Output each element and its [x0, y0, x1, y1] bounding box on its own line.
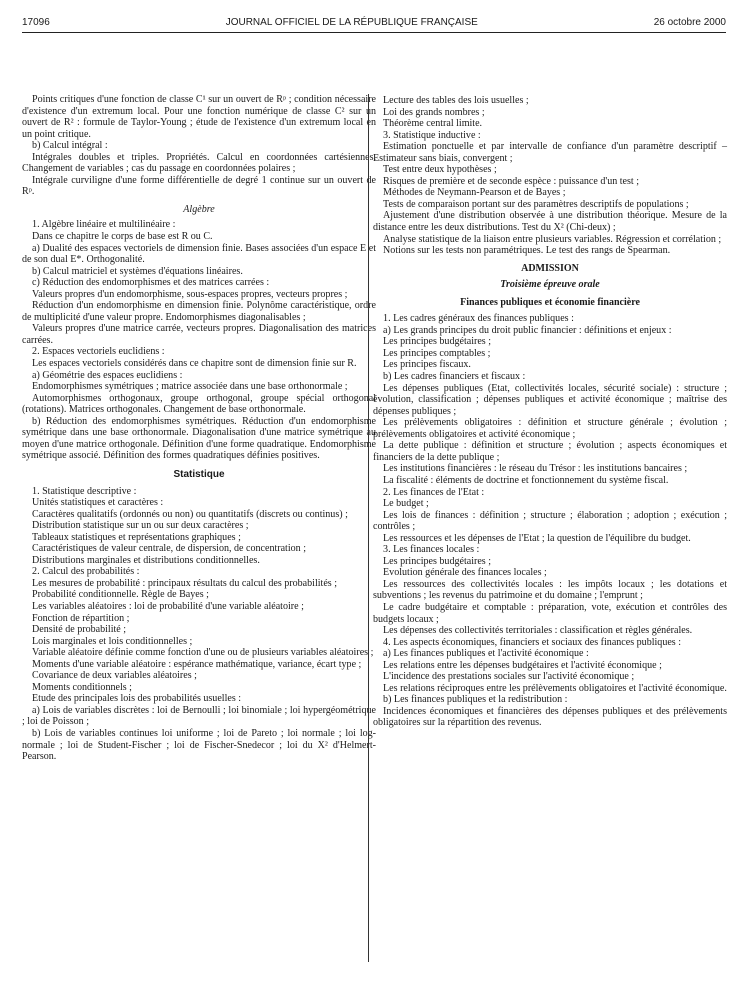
section-heading: Algèbre: [183, 203, 215, 215]
paragraph: b) Réduction des endomorphismes symétriques. Réduction d'un endomorphisme symétrique dans une base orthonormale. Diagonalisation d'une matrice symétrique au moyen d'une matrice orthogonale. Définition d'une forme quadratique. Endomorphisme symétrique associé. Définition des formes quadratiques définies positives.: [22, 415, 376, 462]
paragraph: Variable aléatoire définie comme fonction d'une ou de plusieurs variables aléatoires ;: [32, 647, 374, 659]
journal-title: JOURNAL OFFICIEL DE LA RÉPUBLIQUE FRANÇAISE: [225, 16, 478, 28]
section-heading: Troisième épreuve orale: [500, 279, 600, 291]
issue-date: 26 octobre 2000: [653, 16, 726, 28]
paragraph: Moments d'une variable aléatoire : espérance mathématique, variance, écart type ;: [32, 658, 362, 670]
paragraph: 3. Les finances locales :: [383, 544, 480, 556]
paragraph: Les relations réciproques entre les prélèvements obligatoires et l'activité économique.: [383, 682, 727, 694]
paragraph: 2. Espaces vectoriels euclidiens :: [32, 346, 165, 358]
paragraph: Les mesures de probabilité : principaux résultats du calcul des probabilités ;: [32, 577, 337, 589]
paragraph: Covariance de deux variables aléatoires ;: [32, 670, 197, 682]
paragraph: Intégrales doubles et triples. Propriétés. Calcul en coordonnées cartésiennes. Changement de variables ; cas du passage en coordonnées polaires ;: [22, 151, 376, 175]
paragraph: 2. Calcul des probabilités :: [32, 566, 140, 578]
page-header: [22, 14, 726, 30]
left-column: [22, 94, 376, 763]
paragraph: Analyse statistique de la liaison entre plusieurs variables. Régression et corrélation ;: [383, 233, 722, 245]
paragraph: b) Calcul intégral :: [32, 140, 108, 152]
paragraph: Estimation ponctuelle et par intervalle de confiance d'un paramètre descriptif – Estimateur sans biais, convergent ;: [373, 141, 727, 164]
paragraph: b) Les finances publiques et la redistribution :: [383, 694, 568, 706]
paragraph: Probabilité conditionnelle. Règle de Bayes ;: [32, 589, 209, 601]
paragraph: Fonction de répartition ;: [32, 612, 130, 624]
paragraph: Le cadre budgétaire et comptable : préparation, vote, exécution et contrôles des budgets locaux ;: [373, 601, 727, 625]
paragraph: a) Dualité des espaces vectoriels de dimension finie. Bases associées d'un espace E et de son dual E*. Orthogonalité.: [22, 242, 376, 266]
paragraph: Les ressources des collectivités locales : les impôts locaux ; les dotations et subventions ; les revenus du patrimoine et du domaine ; l'emprunt ;: [373, 578, 727, 602]
paragraph: Les relations entre les dépenses budgétaires et l'activité économique ;: [383, 659, 662, 671]
paragraph: Lois marginales et lois conditionnelles ;: [32, 635, 193, 647]
paragraph: a) Lois de variables discrètes : loi de Bernoulli ; loi binomiale ; loi hypergéométrique ; loi de Poisson ;: [22, 704, 376, 728]
paragraph: Les lois de finances : définition ; structure ; élaboration ; adoption ; exécution ; contrôles ;: [373, 509, 727, 533]
paragraph: Les ressources et les dépenses de l'Etat ; la question de l'équilibre du budget.: [383, 532, 691, 544]
paragraph: Endomorphismes symétriques ; matrice associée dans une base orthonormale ;: [32, 381, 348, 393]
section-heading: Statistique: [173, 468, 225, 480]
paragraph: c) Réduction des endomorphismes et des matrices carrées :: [32, 277, 270, 289]
paragraph: Caractéristiques de valeur centrale, de dispersion, de concentration ;: [32, 543, 306, 555]
paragraph: Les espaces vectoriels considérés dans ce chapitre sont de dimension finie sur R.: [32, 358, 357, 370]
page-number: 17096: [22, 16, 50, 28]
paragraph: b) Lois de variables continues loi uniforme ; loi de Pareto ; loi normale ; loi log-normale ; loi de Student-Fischer ; loi de Fischer-Snedecor ; loi du X² d'Helmert-Pearson.: [22, 727, 376, 763]
section-heading: ADMISSION: [521, 262, 579, 274]
paragraph: Caractères qualitatifs (ordonnés ou non) ou quantitatifs (discrets ou continus) ;: [32, 508, 348, 520]
header-rule: [22, 32, 726, 33]
paragraph: Distributions marginales et distributions conditionnelles.: [32, 554, 260, 566]
paragraph: Evolution générale des finances locales ;: [383, 567, 547, 579]
paragraph: Etude des principales lois des probabilités usuelles :: [32, 693, 242, 705]
paragraph: Densité de probabilité ;: [32, 624, 127, 636]
paragraph: Le budget ;: [383, 498, 429, 510]
paragraph: Dans ce chapitre le corps de base est R ou C.: [32, 231, 213, 243]
paragraph: Test entre deux hypothèses ;: [383, 164, 497, 176]
paragraph: b) Calcul matriciel et systèmes d'équations linéaires.: [32, 265, 243, 277]
paragraph: Valeurs propres d'un endomorphisme, sous-espaces propres, vecteurs propres ;: [32, 288, 348, 300]
paragraph: Tableaux statistiques et représentations graphiques ;: [32, 531, 241, 543]
paragraph: Les prélèvements obligatoires : définition et structure générale ; évolution ; prélèvements obligatoires et activité économique ;: [373, 417, 727, 440]
column-divider: [368, 94, 369, 962]
paragraph: Les principes fiscaux.: [383, 359, 471, 371]
paragraph: Valeurs propres d'une matrice carrée, vecteurs propres. Diagonalisation des matrices carrées.: [22, 323, 376, 346]
paragraph: b) Les cadres financiers et fiscaux :: [383, 371, 526, 383]
paragraph: Intégrale curviligne d'une forme différentielle de degré 1 continue sur un ouvert de Rᵖ.: [22, 174, 376, 198]
paragraph: 1. Statistique descriptive :: [32, 485, 137, 497]
paragraph: a) Les grands principes du droit public financier : définitions et enjeux :: [383, 324, 672, 336]
paragraph: Notions sur les tests non paramétriques. Le test des rangs de Spearman.: [383, 245, 671, 257]
paragraph: Les principes budgétaires ;: [383, 555, 492, 567]
paragraph: La fiscalité : éléments de doctrine et fonctionnement du système fiscal.: [383, 474, 669, 486]
paragraph: Les principes budgétaires ;: [383, 336, 492, 348]
paragraph: Lecture des tables des lois usuelles ;: [383, 95, 529, 106]
paragraph: Les principes comptables ;: [383, 347, 491, 359]
paragraph: L'incidence des prestations sociales sur l'activité économique ;: [383, 671, 635, 683]
section-heading: Finances publiques et économie financière: [460, 296, 640, 308]
paragraph: Unités statistiques et caractères :: [32, 497, 164, 509]
paragraph: Théorème central limite.: [383, 118, 483, 130]
paragraph: 1. Les cadres généraux des finances publiques :: [383, 313, 574, 325]
paragraph: a) Les finances publiques et l'activité économique :: [383, 648, 589, 660]
paragraph: 4. Les aspects économiques, financiers et sociaux des finances publiques :: [383, 636, 682, 648]
paragraph: a) Géométrie des espaces euclidiens :: [32, 369, 183, 381]
paragraph: 3. Statistique inductive :: [383, 129, 481, 141]
paragraph: Moments conditionnels ;: [32, 681, 132, 693]
paragraph: 2. Les finances de l'Etat :: [383, 486, 485, 498]
right-column: [373, 95, 727, 729]
paragraph: Incidences économiques et financières des dépenses publiques et des prélèvements obligatoires sur la répartition des revenus.: [373, 705, 727, 729]
paragraph: Les dépenses publiques (Etat, collectivités locales, sécurité sociale) : structure ; évolution, classification ; dépenses publiques et activité économique ; maîtrise des dépenses publiques ;: [373, 382, 727, 417]
paragraph: Automorphismes orthogonaux, groupe orthogonal, groupe spécial orthogonal (rotations). Matrices orthogonales. Changement de base orthonormale.: [22, 392, 376, 416]
paragraph: Points critiques d'une fonction de classe C¹ sur un ouvert de Rᵖ ; condition nécessaire d'existence d'un extremum local. Pour une fonction numérique de classe C² sur un ouvert de R² : formule de Taylor-Young ; étude de l'existence d'un extremum local en un point critique.: [22, 94, 376, 140]
paragraph: Distribution statistique sur un ou sur deux caractères ;: [32, 520, 249, 532]
paragraph: Réduction d'un endomorphisme en dimension finie. Polynôme caractéristique, ordre de multiplicité d'une valeur propre. Endomorphismes diagonalisables ;: [22, 300, 376, 323]
paragraph: Ajustement d'une distribution observée à une distribution théorique. Mesure de la distance entre les deux distributions. Test du X² (Chi-deux) ;: [373, 210, 727, 234]
paragraph: La dette publique : définition et structure ; évolution ; aspects économiques et financiers de la dette publique ;: [373, 440, 727, 463]
paragraph: Les institutions financières : le réseau du Trésor : les institutions bancaires ;: [383, 463, 688, 475]
paragraph: Tests de comparaison portant sur des paramètres descriptifs de populations ;: [383, 198, 689, 210]
paragraph: Loi des grands nombres ;: [383, 106, 485, 118]
paragraph: Risques de première et de seconde espèce : puissance d'un test ;: [383, 175, 640, 187]
paragraph: Méthodes de Neymann-Pearson et de Bayes ;: [383, 187, 566, 199]
paragraph: Les variables aléatoires : loi de probabilité d'une variable aléatoire ;: [32, 600, 304, 612]
paragraph: Les dépenses des collectivités territoriales : classification et règles générales.: [383, 625, 693, 637]
paragraph: 1. Algèbre linéaire et multilinéaire :: [32, 219, 176, 231]
